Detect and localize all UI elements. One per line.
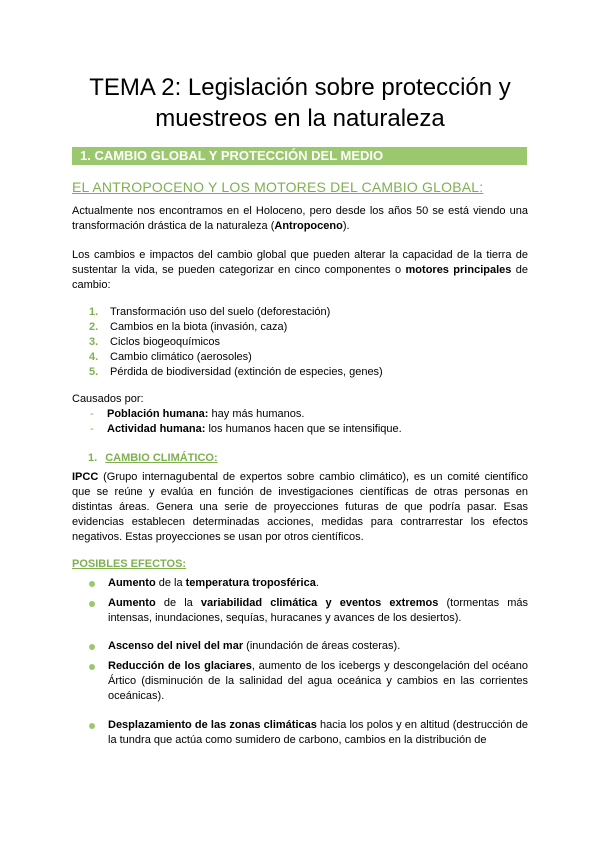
bullet-icon bbox=[89, 601, 95, 607]
efectos-item-4 bbox=[72, 659, 528, 704]
list-item: 3. Ciclos biogeoquímicos bbox=[89, 336, 221, 348]
efectos-item-3 bbox=[72, 639, 528, 654]
bullet-icon bbox=[89, 581, 95, 587]
paragraph-holoceno: Actualmente nos encontramos en el Holoceno, pero desde los años 50 se está viendo una transformación drástica de la naturaleza (Antropoceno). bbox=[72, 205, 528, 232]
list-item: - Población humana: hay más humanos. bbox=[90, 408, 305, 420]
list-item: 1. Transformación uso del suelo (deforestación) bbox=[89, 306, 331, 318]
list-item: Aumento de la temperatura troposférica. bbox=[72, 576, 528, 591]
page-title bbox=[0, 72, 600, 134]
list-item: Ascenso del nivel del mar (inundación de áreas costeras). bbox=[72, 639, 528, 654]
list-item: 5. Pérdida de biodiversidad (extinción de especies, genes) bbox=[89, 366, 383, 378]
bullet-icon bbox=[89, 723, 95, 729]
subheading-posibles-efectos: POSIBLES EFECTOS: bbox=[72, 558, 187, 570]
list-item: 4. Cambio climático (aerosoles) bbox=[89, 351, 252, 363]
efectos-item-1 bbox=[72, 576, 528, 591]
efectos-item-2 bbox=[72, 596, 528, 626]
list-item: - Actividad humana: los humanos hacen que se intensifique. bbox=[90, 423, 402, 435]
list-item: Aumento de la variabilidad climática y eventos extremos (tormentas más intensas, inundaciones, sequías, huracanes y avances de los desiertos). bbox=[72, 596, 528, 626]
list-item: Reducción de los glaciares, aumento de los icebergs y descongelación del océano Ártico (disminución de la salinidad del agua oceánica y cambios en las corrientes oceánicas). bbox=[72, 659, 528, 704]
section-heading-1: 1. CAMBIO GLOBAL Y PROTECCIÓN DEL MEDIO bbox=[72, 147, 527, 165]
bullet-icon bbox=[89, 644, 95, 650]
paragraph-cambios: Los cambios e impactos del cambio global que pueden alterar la capacidad de la tierra de sustentar la vida, se pueden categorizar en cinco componentes o motores principales de cambio: bbox=[72, 249, 528, 291]
list-item: 2. Cambios en la biota (invasión, caza) bbox=[89, 321, 288, 333]
subheading-cambio-climatico: 1. CAMBIO CLIMÁTICO: bbox=[88, 452, 218, 464]
causas-list bbox=[72, 407, 528, 437]
title-line-1: TEMA 2: Legislación sobre protección y bbox=[89, 74, 511, 101]
title-line-2: muestreos en la naturaleza bbox=[155, 105, 445, 132]
causados-label: Causados por: bbox=[72, 393, 144, 405]
subheading-antropoceno: EL ANTROPOCENO Y LOS MOTORES DEL CAMBIO GLOBAL: bbox=[72, 179, 484, 195]
efectos-item-5 bbox=[72, 718, 528, 748]
bullet-icon bbox=[89, 664, 95, 670]
list-item: Desplazamiento de las zonas climáticas hacia los polos y en altitud (destrucción de la tundra que actúa como sumidero de carbono, cambios en la distribución de bbox=[72, 718, 528, 748]
paragraph-ipcc: IPCC (Grupo internagubental de expertos sobre cambio climático), es un comité científico que se reúne y evalúa en función de investigaciones científicas de otras personas en distintas áreas. Genera una serie de proyecciones futuras de que podría pasar. Esas evidencias establecen determinadas acciones, medidas para contrarrestar los efectos negativos. Estas proyecciones se usan por otros científicos. bbox=[72, 471, 528, 543]
motores-list bbox=[72, 305, 528, 380]
